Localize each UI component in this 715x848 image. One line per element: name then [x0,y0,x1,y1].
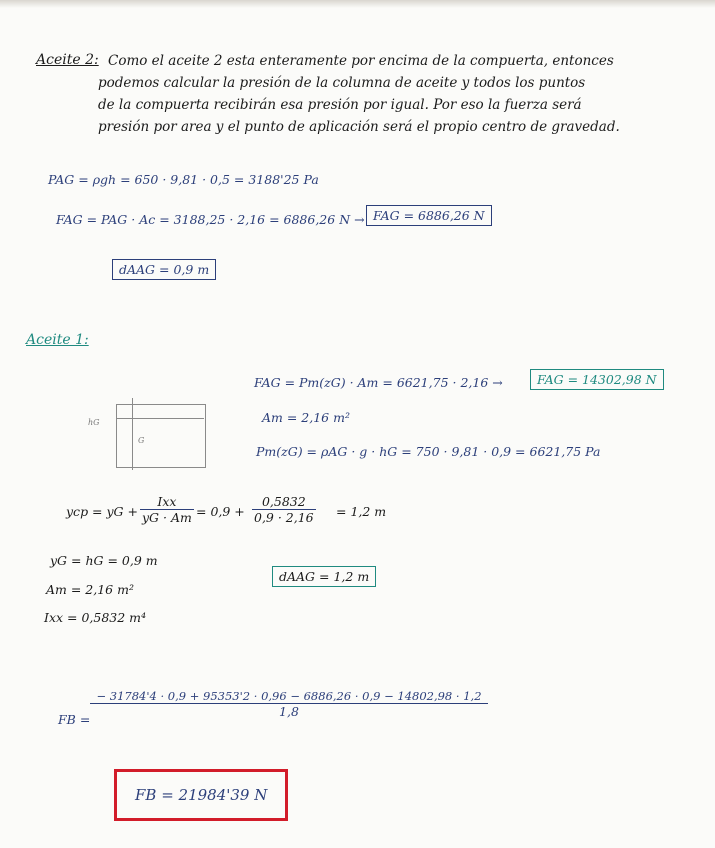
ycp-fraction-1-numerator: Ixx [140,494,194,510]
ycp-fraction-2-numerator: 0,5832 [252,494,316,510]
ycp-lhs: ycp = yG + [66,504,138,519]
given-ixx: Ixx = 0,5832 m⁴ [44,610,147,625]
ycp-mid: = 0,9 + [196,504,245,519]
paper-edge [0,0,715,8]
final-result [114,769,288,821]
diagram-label-g: G [138,436,145,445]
ycp-fraction-1-denominator: yG · Am [142,510,192,525]
given-am: Am = 2,16 m² [46,582,134,597]
aceite2-paragraph-line-2: podemos calcular la presión de la columna de aceite y todos los puntos [98,75,586,91]
aceite2-distance-result: dAAG = 0,9 m [112,259,216,280]
aceite1-force-equation: FAG = Pm(zG) · Am = 6621,75 · 2,16 → [254,375,503,390]
aceite2-pressure-equation: PAG = ρgh = 650 · 9,81 · 0,5 = 3188'25 Pa [48,172,319,187]
aceite2-paragraph-line-3: de la compuerta recibirán esa presión por igual. Por eso la fuerza será [98,97,582,113]
final-fraction [90,689,488,719]
gate-rectangle [116,404,206,468]
ycp-result: = 1,2 m [336,504,387,519]
gate-depth-line [132,398,133,470]
aceite1-force-result: FAG = 14302,98 N [530,369,664,390]
ycp-fraction-2-denominator: 0,9 · 2,16 [254,510,314,525]
aceite1-pressure-equation: Pm(zG) = ρAG · g · hG = 750 · 9,81 · 0,9 = 6621,75 Pa [256,444,601,459]
final-denominator: 1,8 [279,704,299,719]
aceite1-distance-result: dAAG = 1,2 m [272,566,376,587]
gate-sketch [88,396,218,476]
aceite2-paragraph-line-4: presión por area y el punto de aplicación será el propio centro de gravedad. [98,119,620,135]
aceite1-area-equation: Am = 2,16 m² [262,410,350,425]
aceite2-force-result: FAG = 6886,26 N [366,205,492,226]
aceite2-force-equation: FAG = PAG · Ac = 3188,25 · 2,16 = 6886,26 N → [56,212,365,227]
final-result-text: FB = 21984'39 N [135,786,268,804]
ycp-fraction-2 [252,494,316,525]
aceite2-paragraph-line-1: Como el aceite 2 esta enteramente por encima de la compuerta, entonces [108,53,614,69]
final-lhs: FB = [58,712,91,727]
diagram-label-h: hG [88,418,100,427]
given-yg: yG = hG = 0,9 m [50,553,158,568]
ycp-fraction-1 [140,494,194,525]
final-numerator: − 31784'4 · 0,9 + 95353'2 · 0,96 − 6886,26 · 0,9 − 14802,98 · 1,2 [90,689,488,704]
aceite1-label: Aceite 1: [26,332,89,348]
aceite2-label: Aceite 2: [36,52,99,68]
gate-axis-line [116,418,204,419]
